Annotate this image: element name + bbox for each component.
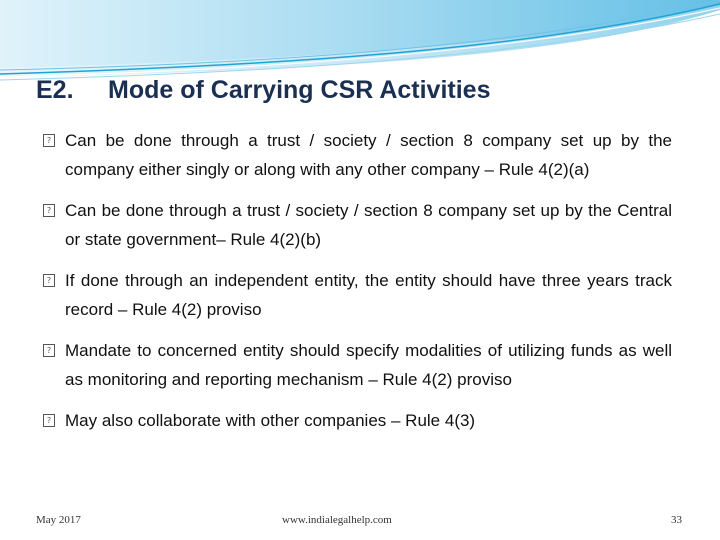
bullet-list bbox=[40, 126, 672, 447]
slide-title bbox=[36, 76, 490, 105]
bullet-box-icon: ? bbox=[43, 274, 55, 287]
footer-website: www.indialegalhelp.com bbox=[282, 514, 392, 526]
bullet-box-icon: ? bbox=[43, 204, 55, 217]
title-text: Mode of Carrying CSR Activities bbox=[108, 76, 491, 104]
bullet-item bbox=[40, 406, 672, 435]
bullet-text: May also collaborate with other companies – Rule 4(3) bbox=[65, 411, 476, 430]
bullet-item bbox=[40, 266, 672, 324]
page-number: 33 bbox=[671, 514, 682, 526]
bullet-text: If done through an independent entity, the entity should have three years track record – Rule 4(2) proviso bbox=[65, 271, 672, 319]
section-number: E2. bbox=[36, 76, 74, 104]
bullet-text: Can be done through a trust / society / section 8 company set up by the Central or state government– Rule 4(2)(b) bbox=[65, 201, 672, 249]
bullet-item bbox=[40, 336, 672, 394]
bullet-item bbox=[40, 196, 672, 254]
bullet-text: Can be done through a trust / society / section 8 company set up by the company either singly or along with any other company – Rule 4(2)(a) bbox=[65, 131, 672, 179]
footer-date: May 2017 bbox=[36, 514, 81, 526]
bullet-text: Mandate to concerned entity should specify modalities of utilizing funds as well as monitoring and reporting mechanism – Rule 4(2) proviso bbox=[65, 341, 672, 389]
bullet-box-icon: ? bbox=[43, 134, 55, 147]
bullet-item bbox=[40, 126, 672, 184]
bullet-box-icon: ? bbox=[43, 344, 55, 357]
bullet-box-icon: ? bbox=[43, 414, 55, 427]
